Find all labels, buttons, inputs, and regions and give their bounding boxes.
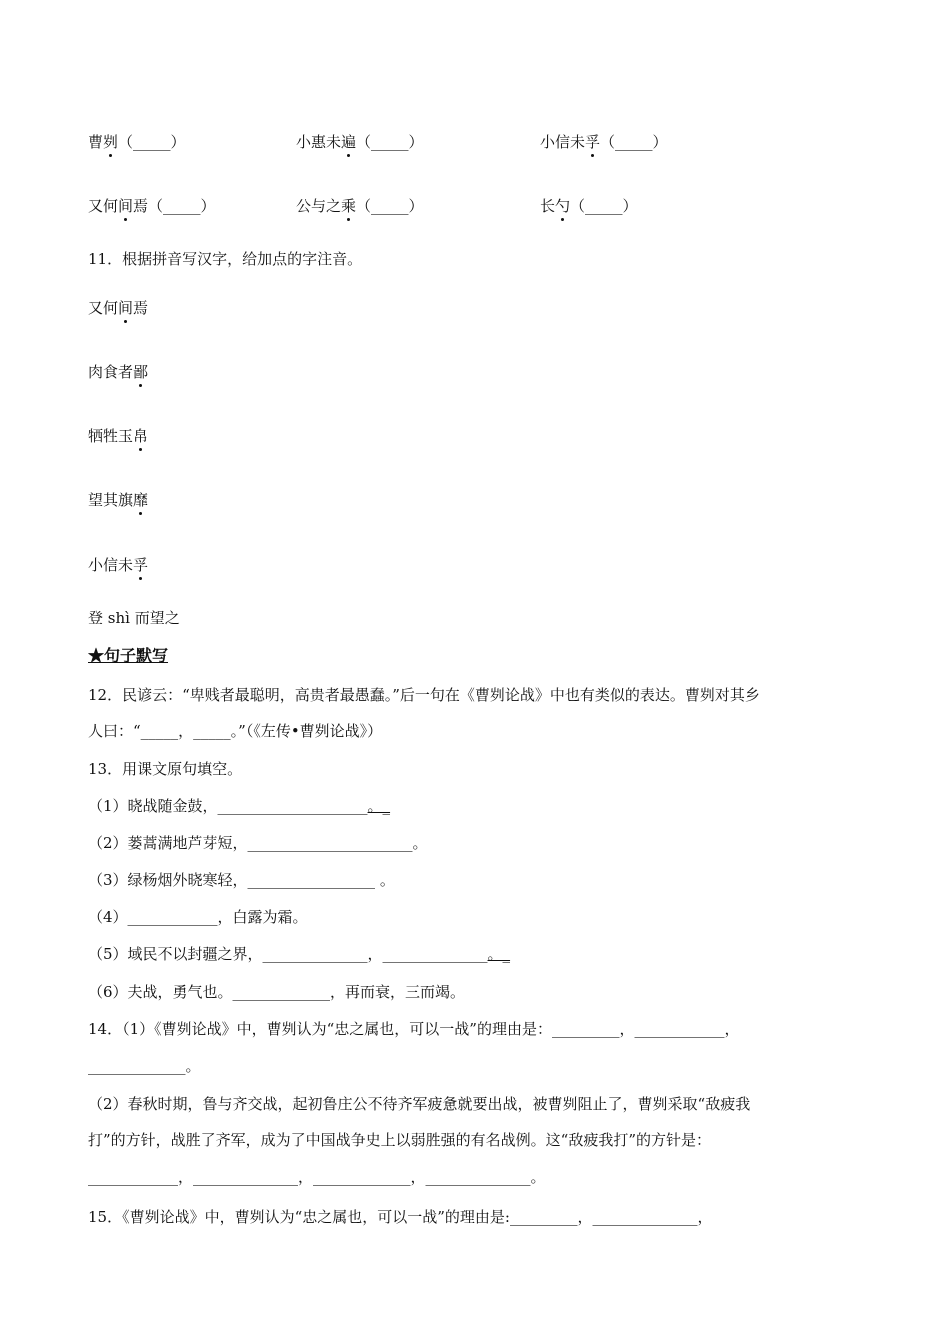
answer-blank: （_____）: [600, 133, 668, 151]
dotted-char: 刿: [103, 133, 119, 151]
q11-item: [88, 555, 148, 575]
q13-item-text: （1）晓战随金鼓，____________________: [88, 797, 368, 815]
question-14-line: ____________，______________，_____________，______________。: [88, 1168, 546, 1186]
q13-item-tail: 。_: [367, 797, 391, 815]
dotted-char: 乘: [341, 197, 357, 215]
grid-item: [88, 196, 216, 216]
grid-item: [540, 132, 668, 152]
dotted-char: 间: [118, 299, 134, 317]
q11-item: [88, 362, 148, 382]
answer-blank: （_____）: [356, 133, 424, 151]
grid-item: [88, 132, 186, 152]
dotted-char: 帛: [133, 427, 149, 445]
q13-item-text: （4）____________，白露为霜。: [88, 908, 308, 926]
grid-item: [296, 196, 424, 216]
q11-pinyin-item: 登 shì 而望之: [88, 609, 180, 627]
word-text: 长: [540, 197, 556, 215]
q13-item-tail: 。_: [487, 945, 511, 963]
dotted-char: 鄙: [133, 363, 149, 381]
word-text: 又何: [88, 299, 119, 317]
dotted-char: 遍: [341, 133, 357, 151]
dotted-char: 孚: [585, 133, 601, 151]
grid-item: [296, 132, 424, 152]
word-text: 小信未: [88, 556, 134, 574]
question-13-title: 13．用课文原句填空。: [88, 760, 243, 778]
word-text: 公与之: [296, 197, 342, 215]
q13-item: [88, 796, 390, 816]
question-14-line: 打”的方针，战胜了齐军，成为了中国战争史上以弱胜强的有名战例。这“敌疲我打”的方针是：: [88, 1131, 712, 1149]
word-text: 曹: [88, 133, 104, 151]
q13-item: [88, 833, 428, 853]
q13-item: [88, 944, 510, 964]
question-14-line: 14．（1）《曹刿论战》中，曹刿认为“忠之属也，可以一战”的理由是：_________，____________，: [88, 1020, 740, 1038]
word-text: 望其旗: [88, 491, 134, 509]
dotted-char: 间: [118, 197, 134, 215]
q13-item: [88, 870, 395, 890]
q11-item: [88, 298, 148, 318]
q11-item: [88, 490, 148, 510]
grid-item: [540, 196, 638, 216]
question-14-line: （2）春秋时期，鲁与齐交战，起初鲁庄公不待齐军疲惫就要出战，被曹刿阻止了，曹刿采取“敌疲我: [88, 1095, 751, 1113]
section-heading: ★句子默写: [88, 646, 169, 665]
word-text: 肉食者: [88, 363, 134, 381]
answer-blank: 焉（_____）: [133, 197, 216, 215]
q13-item-text: （2）蒌蒿满地芦芽短，______________________。: [88, 834, 428, 852]
word-text: 牺牲玉: [88, 427, 134, 445]
answer-blank: （_____）: [356, 197, 424, 215]
question-11-title: 11．根据拼音写汉字，给加点的字注音。: [88, 250, 363, 268]
question-12-line: 12．民谚云：“卑贱者最聪明，高贵者最愚蠢。”后一句在《曹刿论战》中也有类似的表达。曹刿对其乡: [88, 686, 760, 704]
q13-item: [88, 982, 465, 1002]
word-text: 小信未: [540, 133, 586, 151]
question-14-line: _____________。: [88, 1057, 201, 1075]
question-12-line: 人曰：“_____，_____。”（《左传•曹刿论战》）: [88, 722, 383, 740]
dotted-char: 靡: [133, 491, 149, 509]
question-15-line: 15．《曹刿论战》中，曹刿认为“忠之属也，可以一战”的理由是:_________，______________，: [88, 1208, 713, 1226]
word-text: 焉: [133, 299, 149, 317]
q13-item-text: （6）夫战，勇气也。_____________，再而衰，三而竭。: [88, 983, 466, 1001]
q11-item: [88, 426, 148, 446]
q13-item: [88, 907, 308, 927]
q13-item-text: （3）绿杨烟外晓寒轻，_________________ 。: [88, 871, 395, 889]
answer-blank: （_____）: [118, 133, 186, 151]
word-text: 小惠未: [296, 133, 342, 151]
dotted-char: 孚: [133, 556, 149, 574]
word-text: 又何: [88, 197, 119, 215]
answer-blank: （_____）: [570, 197, 638, 215]
dotted-char: 勺: [555, 197, 571, 215]
q13-item-text: （5）域民不以封疆之界，______________，______________: [88, 945, 488, 963]
